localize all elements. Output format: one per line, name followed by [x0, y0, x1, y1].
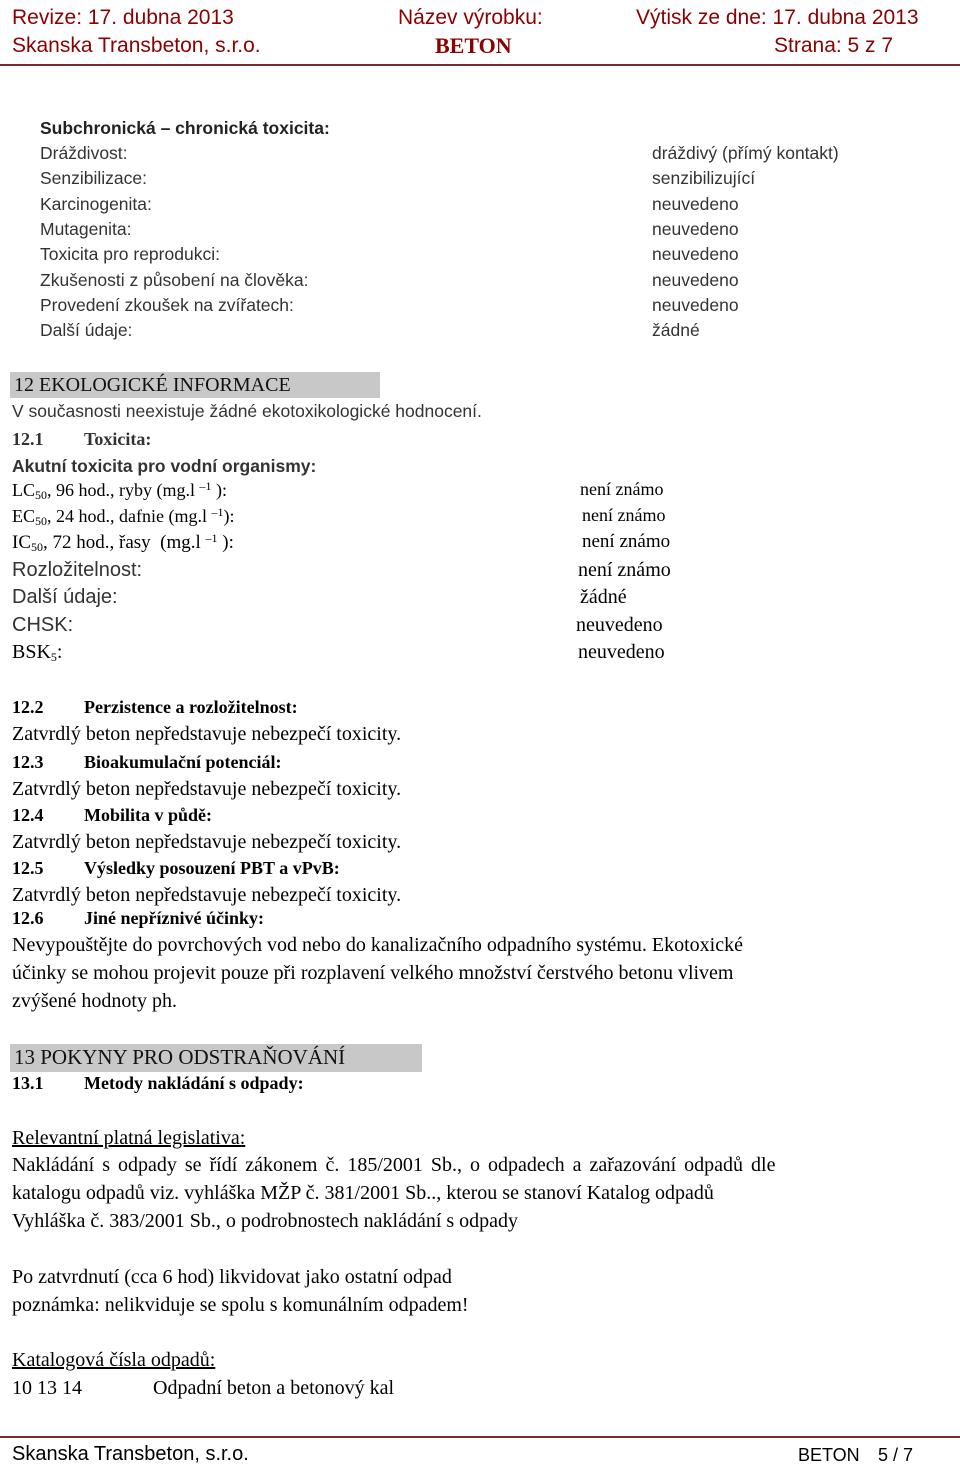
- bsk-label-text: BSK: [12, 641, 51, 663]
- subsection-title: Mobilita v půdě:: [84, 805, 213, 825]
- disposal-note-line: Po zatvrdnutí (cca 6 hod) likvidovat jako ostatní odpad: [12, 1266, 452, 1288]
- subsection-number: 12.3: [12, 752, 44, 772]
- subsection-text: Zatvrdlý beton nepředstavuje nebezpečí toxicity.: [12, 778, 402, 800]
- eco-row-text: , 72 hod., řasy (mg.l: [43, 532, 206, 553]
- toxicity-label: Provedení zkoušek na zvířatech:: [40, 295, 294, 315]
- header-product: BETON: [435, 33, 512, 58]
- eco-row-label: [12, 531, 234, 555]
- catalog-description: Odpadní beton a betonový kal: [153, 1377, 395, 1399]
- toxicity-value: dráždivý (přímý kontakt): [652, 143, 839, 163]
- subsection-text: Zatvrdlý beton nepředstavuje nebezpečí toxicity.: [12, 723, 402, 745]
- subsection-title: Bioakumulační potenciál:: [84, 752, 282, 772]
- aquatic-toxicity-heading: Akutní toxicita pro vodní organismy:: [12, 456, 317, 476]
- eco-row-subscript: 50: [35, 488, 48, 502]
- subsection-title: Perzistence a rozložitelnost:: [84, 697, 298, 717]
- eco-row-superscript: –1: [211, 505, 224, 519]
- footer-page: 5 / 7: [878, 1445, 914, 1465]
- eco-row-symbol: EC: [12, 506, 36, 526]
- eco-row-label: [12, 479, 227, 503]
- eco-other-value: žádné: [580, 586, 627, 608]
- bsk-value: neuvedeno: [578, 641, 665, 663]
- subsection-12-6-line: účinky se mohou projevit pouze při rozplavení velkého množství čerstvého betonu vlivem: [12, 962, 734, 984]
- header-page: Strana: 5 z 7: [774, 34, 894, 57]
- subsection-12-6-line: Nevypouštějte do povrchových vod nebo do kanalizačního odpadního systému. Ekotoxické: [12, 934, 743, 956]
- subsection-12-1-title: Toxicita:: [84, 429, 152, 449]
- subsection-number: 12.5: [12, 858, 44, 878]
- eco-row-superscript: –1: [205, 531, 218, 545]
- toxicity-value: neuvedeno: [652, 295, 739, 315]
- footer-rule: [0, 1436, 960, 1438]
- eco-row-suffix: ):: [223, 506, 235, 526]
- toxicity-value: neuvedeno: [652, 219, 739, 239]
- subsection-number: 12.2: [12, 697, 44, 717]
- subsection-13-1-title: Metody nakládání s odpady:: [84, 1073, 304, 1093]
- bsk-label: [12, 641, 62, 665]
- subsection-12-1-number: 12.1: [12, 429, 44, 449]
- eco-row-text: , 24 hod., dafnie (mg.l: [47, 506, 212, 526]
- eco-row-superscript: –1: [199, 479, 212, 493]
- header-product-label: Název výrobku:: [398, 6, 543, 29]
- section12-intro: V současnosti neexistuje žádné ekotoxikologické hodnocení.: [12, 401, 482, 421]
- header-company: Skanska Transbeton, s.r.o.: [12, 34, 261, 57]
- toxicity-value: senzibilizující: [652, 168, 756, 188]
- eco-row-subscript: 50: [31, 540, 43, 554]
- footer-product: BETON: [798, 1445, 860, 1465]
- subsection-13-1-number: 13.1: [12, 1073, 44, 1093]
- eco-other-label: CHSK:: [12, 614, 74, 636]
- toxicity-label: Senzibilizace:: [40, 168, 147, 188]
- eco-row-value: není známo: [580, 479, 664, 499]
- subsection-text: Zatvrdlý beton nepředstavuje nebezpečí toxicity.: [12, 831, 402, 853]
- eco-other-label: Další údaje:: [12, 586, 118, 608]
- catalog-heading: Katalogová čísla odpadů:: [12, 1349, 216, 1371]
- legislation-line: katalogu odpadů viz. vyhláška MŽP č. 381/2001 Sb.., kterou se stanoví Katalog odpadů: [12, 1182, 714, 1204]
- header-revision: Revize: 17. dubna 2013: [12, 6, 234, 29]
- subsection-12-6-number: 12.6: [12, 908, 44, 928]
- header-rule: [0, 64, 960, 66]
- toxicity-label: Toxicita pro reprodukci:: [40, 244, 220, 264]
- toxicity-value: žádné: [652, 320, 700, 340]
- toxicity-label: Zkušenosti z působení na člověka:: [40, 270, 309, 290]
- toxicity-label: Karcinogenita:: [40, 194, 152, 214]
- eco-row-subscript: 50: [35, 514, 48, 528]
- subsection-12-6-title: Jiné nepříznivé účinky:: [84, 908, 265, 928]
- toxicity-value: neuvedeno: [652, 270, 739, 290]
- eco-row-symbol: LC: [12, 480, 36, 500]
- toxicity-value: neuvedeno: [652, 194, 739, 214]
- bsk-subscript: 5: [50, 650, 57, 664]
- legislation-line: Vyhláška č. 383/2001 Sb., o podrobnostech nakládání s odpady: [12, 1210, 519, 1232]
- subsection-12-6-line: zvýšené hodnoty ph.: [12, 990, 177, 1012]
- eco-row-symbol: IC: [12, 532, 31, 553]
- disposal-note-line: poznámka: nelikviduje se spolu s komunálním odpadem!: [12, 1294, 469, 1316]
- eco-row-suffix: ):: [217, 532, 234, 553]
- toxicity-value: neuvedeno: [652, 244, 739, 264]
- subsection-text: Zatvrdlý beton nepředstavuje nebezpečí toxicity.: [12, 884, 402, 906]
- toxicity-label: Mutagenita:: [40, 219, 132, 239]
- toxicity-label: Dráždivost:: [40, 143, 128, 163]
- legislation-heading: Relevantní platná legislativa:: [12, 1127, 246, 1149]
- eco-row-text: , 96 hod., ryby (mg.l: [47, 480, 200, 500]
- eco-row-value: není známo: [582, 505, 666, 525]
- catalog-code: 10 13 14: [12, 1377, 82, 1399]
- legislation-line: Nakládání s odpady se řídí zákonem č. 185/2001 Sb., o odpadech a zařazování odpadů dle: [12, 1154, 776, 1176]
- eco-row-label: [12, 505, 235, 529]
- footer-company: Skanska Transbeton, s.r.o.: [12, 1443, 249, 1465]
- toxicity-label: Další údaje:: [40, 320, 133, 340]
- subsection-title: Výsledky posouzení PBT a vPvB:: [84, 858, 340, 878]
- section12-heading: 12 EKOLOGICKÉ INFORMACE: [14, 374, 291, 396]
- eco-other-value: není známo: [578, 559, 671, 581]
- eco-other-label: Rozložitelnost:: [12, 559, 143, 581]
- subsection-number: 12.4: [12, 805, 44, 825]
- bsk-colon: :: [56, 641, 63, 663]
- header-print-date: Výtisk ze dne: 17. dubna 2013: [636, 6, 919, 29]
- section13-heading: 13 POKYNY PRO ODSTRAŇOVÁNÍ: [14, 1045, 346, 1069]
- eco-other-value: neuvedeno: [576, 614, 663, 636]
- eco-row-suffix: ):: [211, 480, 228, 500]
- toxicity-heading: Subchronická – chronická toxicita:: [40, 118, 330, 138]
- eco-row-value: není známo: [582, 531, 671, 552]
